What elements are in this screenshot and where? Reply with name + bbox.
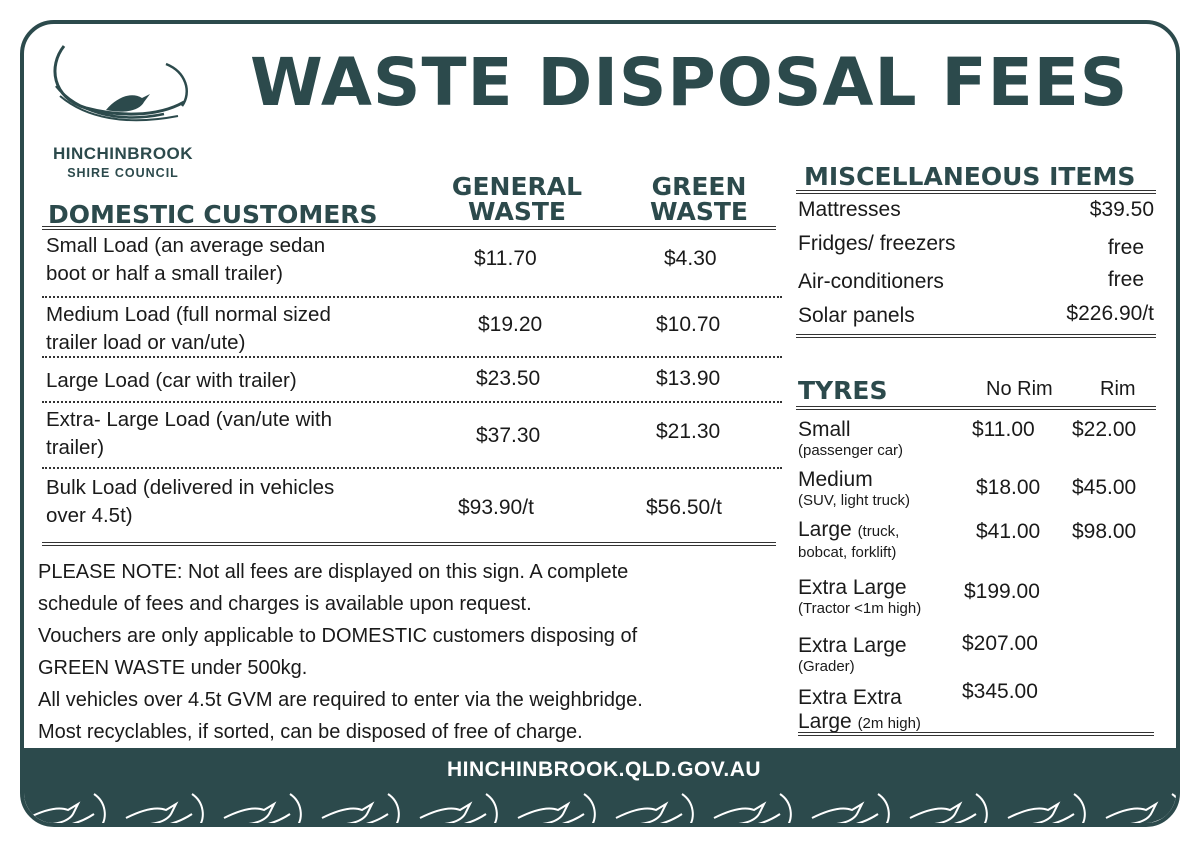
general-price: $11.70 xyxy=(474,247,537,270)
tyre-price-no-rim: $199.00 xyxy=(964,580,1040,603)
row-label-line1: Extra- Large Load (van/ute with xyxy=(46,408,333,431)
tyre-name: Small xyxy=(798,418,851,441)
note-line: PLEASE NOTE: Not all fees are displayed on this sign. A complete xyxy=(38,561,629,583)
please-note xyxy=(38,556,778,748)
green-price: $21.30 xyxy=(656,420,721,443)
tyre-name: Large xyxy=(798,518,852,541)
tyre-name-2: Large xyxy=(798,710,852,733)
tyre-price-rim: $22.00 xyxy=(1072,418,1137,441)
green-waste-header-line1: GREEN xyxy=(651,172,747,201)
tyre-name: Extra Large xyxy=(798,634,907,657)
tyres-bottom-rule xyxy=(798,732,1154,736)
tyre-desc: (Tractor <1m high) xyxy=(798,600,922,617)
general-price: $37.30 xyxy=(476,424,541,447)
row-label xyxy=(46,301,416,357)
general-waste-header-line1: GENERAL xyxy=(451,172,583,201)
tyre-price-no-rim: $207.00 xyxy=(962,632,1038,655)
green-price: $10.70 xyxy=(656,313,721,336)
misc-label: Solar panels xyxy=(798,304,915,327)
tyre-name: Extra Large xyxy=(798,576,907,599)
sign-frame xyxy=(20,20,1180,827)
tyres-header-rule xyxy=(796,406,1156,410)
tyre-price-rim: $98.00 xyxy=(1072,520,1137,543)
note-line: Most recyclables, if sorted, can be disposed of free of charge. xyxy=(38,721,583,743)
council-subtitle: SHIRE COUNCIL xyxy=(67,166,179,180)
domestic-header-rule xyxy=(42,226,776,230)
misc-row-aircon xyxy=(798,270,1154,294)
domestic-heading: DOMESTIC CUSTOMERS xyxy=(48,200,378,229)
row-label-line2: trailer) xyxy=(46,436,105,459)
note-line: GREEN WASTE under 500kg. xyxy=(38,657,308,679)
tyre-desc: bobcat, forklift) xyxy=(798,544,897,561)
footer-band xyxy=(24,748,1180,827)
no-rim-header: No Rim xyxy=(986,378,1053,400)
misc-bottom-rule xyxy=(796,334,1156,338)
row-label-line2: over 4.5t) xyxy=(46,504,133,527)
misc-heading: MISCELLANEOUS ITEMS xyxy=(804,162,1136,191)
tyre-desc: (SUV, light truck) xyxy=(798,492,910,509)
general-waste-header-line2: WASTE xyxy=(468,197,566,226)
note-line: schedule of fees and charges is available upon request. xyxy=(38,593,532,615)
tyre-desc: (2m high) xyxy=(857,715,921,732)
misc-price: $39.50 xyxy=(1089,198,1154,221)
tyres-heading: TYRES xyxy=(798,376,888,405)
tyre-desc: (passenger car) xyxy=(798,442,904,459)
note-line: Vouchers are only applicable to DOMESTIC customers disposing of xyxy=(38,625,638,647)
row-label xyxy=(46,474,416,530)
tyre-name: Medium xyxy=(798,468,873,491)
rim-header: Rim xyxy=(1100,378,1136,400)
row-label xyxy=(46,406,416,462)
tyre-row-extra-large-grader xyxy=(798,634,1158,676)
green-waste-header xyxy=(624,174,774,224)
website-url: HINCHINBROOK.QLD.GOV.AU xyxy=(446,758,762,781)
council-name: HINCHINBROOK xyxy=(52,144,194,163)
misc-label: Mattresses xyxy=(798,198,901,221)
page-title: WASTE DISPOSAL FEES xyxy=(250,44,1129,121)
bird-logo-icon xyxy=(46,36,196,136)
tyre-desc-start: (truck, xyxy=(857,523,900,540)
misc-label: Air-conditioners xyxy=(798,270,944,293)
general-waste-header xyxy=(442,174,592,224)
general-price: $93.90/t xyxy=(458,496,534,519)
tyre-price-rim: $45.00 xyxy=(1072,476,1137,499)
domestic-bottom-rule xyxy=(42,542,776,546)
tyre-desc: (Grader) xyxy=(798,658,855,675)
misc-price: free xyxy=(1107,236,1144,259)
council-logo xyxy=(38,36,208,186)
row-label-line1: Small Load (an average sedan xyxy=(46,234,326,257)
row-divider xyxy=(42,401,782,403)
misc-label: Fridges/ freezers xyxy=(798,232,956,255)
general-price: $19.20 xyxy=(478,313,543,336)
tyre-price-no-rim: $41.00 xyxy=(976,520,1041,543)
row-label-line2: trailer load or van/ute) xyxy=(46,331,246,354)
tyre-row-extra-extra-large xyxy=(798,680,1158,736)
general-price: $23.50 xyxy=(476,367,541,390)
row-label xyxy=(46,232,416,288)
tyre-price-no-rim: $18.00 xyxy=(976,476,1041,499)
row-divider xyxy=(42,296,782,298)
tyre-price-no-rim: $11.00 xyxy=(972,418,1035,441)
green-waste-header-line2: WASTE xyxy=(650,197,748,226)
row-label-line1: Bulk Load (delivered in vehicles xyxy=(46,476,335,499)
tyre-price-no-rim: $345.00 xyxy=(962,680,1038,703)
green-price: $13.90 xyxy=(656,367,721,390)
row-label-line1: Large Load (car with trailer) xyxy=(46,369,297,392)
row-label xyxy=(46,367,416,395)
bird-pattern-icon xyxy=(24,788,1180,827)
row-label-line2: boot or half a small trailer) xyxy=(46,262,283,285)
row-label-line1: Medium Load (full normal sized xyxy=(46,303,331,326)
tyre-name: Extra Extra xyxy=(798,686,902,709)
tyre-row-small xyxy=(798,418,1158,460)
row-divider xyxy=(42,467,782,469)
misc-price: $226.90/t xyxy=(1066,302,1154,325)
note-line: All vehicles over 4.5t GVM are required to enter via the weighbridge. xyxy=(38,689,643,711)
green-price: $4.30 xyxy=(664,247,717,270)
misc-row-mattresses xyxy=(798,198,1154,222)
misc-header-rule xyxy=(796,190,1156,194)
green-price: $56.50/t xyxy=(646,496,722,519)
tyre-row-medium xyxy=(798,468,1158,510)
misc-row-solar xyxy=(798,304,1154,328)
row-divider xyxy=(42,356,782,358)
tyre-row-large xyxy=(798,518,1158,562)
misc-row-fridges xyxy=(798,232,1154,259)
misc-price: free xyxy=(1107,268,1144,291)
tyre-row-extra-large-tractor xyxy=(798,576,1158,618)
